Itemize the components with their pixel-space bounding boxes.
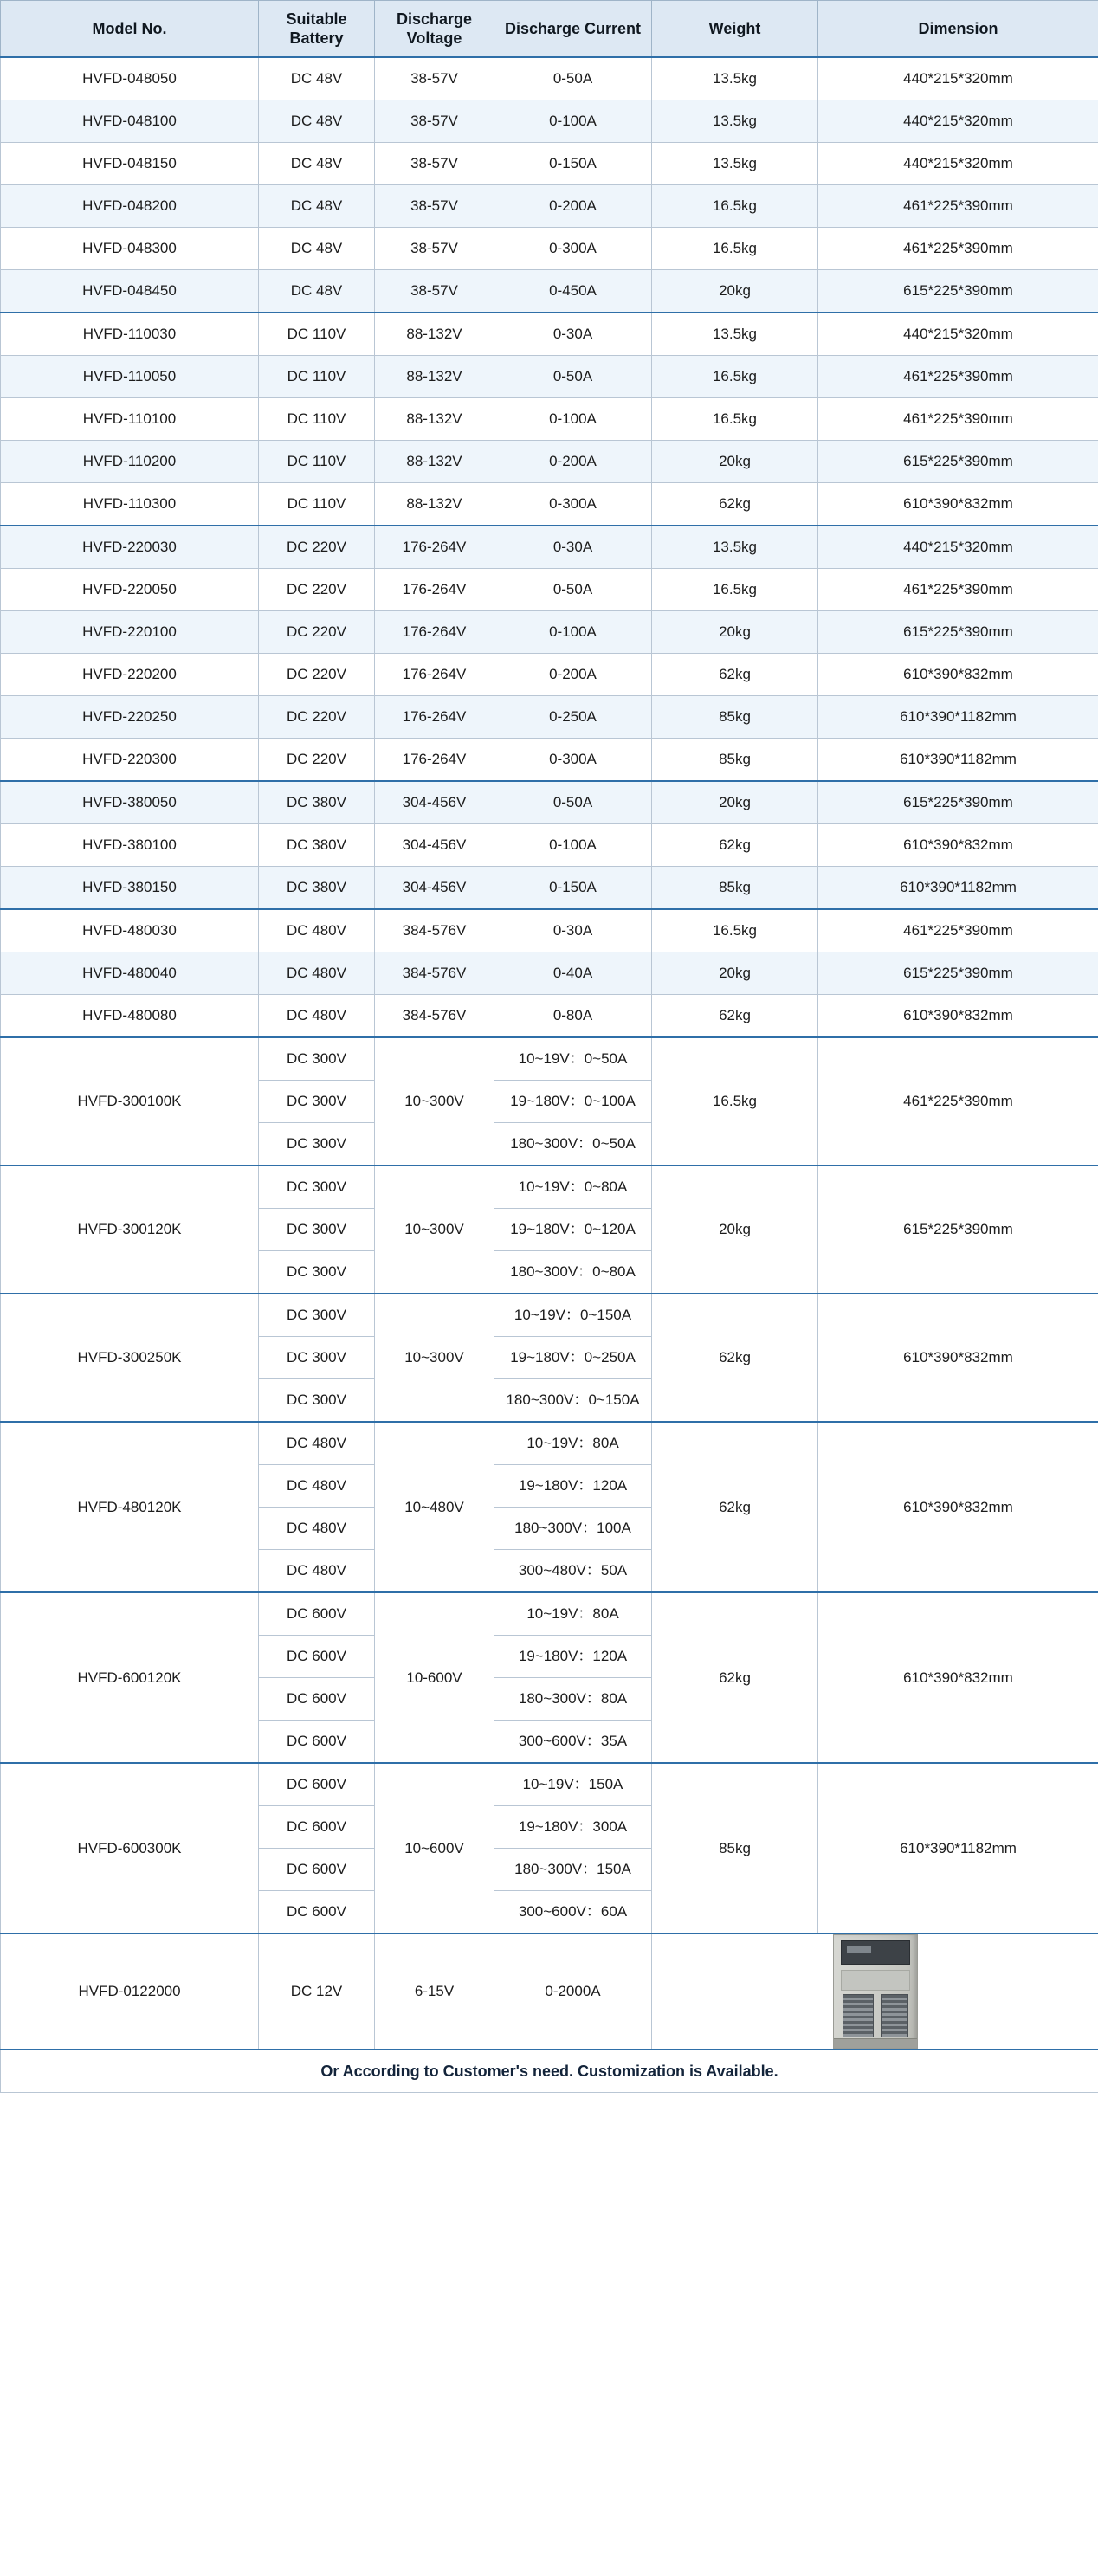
column-header-current: Discharge Current <box>494 1 652 58</box>
cell-model: HVFD-220300 <box>1 739 259 782</box>
cell-model: HVFD-480030 <box>1 909 259 952</box>
cell-dimension: 440*215*320mm <box>818 100 1098 143</box>
cell-battery: DC 600V <box>259 1891 375 1934</box>
table-row <box>1 824 1098 867</box>
cell-current: 0-300A <box>494 228 652 270</box>
cell-battery: DC 600V <box>259 1849 375 1891</box>
table-body <box>1 57 1098 2093</box>
cell-dimension: 615*225*390mm <box>818 1165 1098 1294</box>
cell-model: HVFD-220200 <box>1 654 259 696</box>
cell-voltage: 176-264V <box>375 739 494 782</box>
cell-current: 0-30A <box>494 909 652 952</box>
cell-current: 180~300V：0~80A <box>494 1251 652 1294</box>
cell-dimension: 461*225*390mm <box>818 228 1098 270</box>
cell-weight: 16.5kg <box>652 185 818 228</box>
cell-current: 0-100A <box>494 611 652 654</box>
cell-current: 0-40A <box>494 952 652 995</box>
cell-dimension: 461*225*390mm <box>818 398 1098 441</box>
footer-note: Or According to Customer's need. Customization is Available. <box>1 2050 1098 2093</box>
cell-weight: 13.5kg <box>652 143 818 185</box>
table-row <box>1 1294 1098 1337</box>
table-row <box>1 696 1098 739</box>
cell-model: HVFD-220250 <box>1 696 259 739</box>
cell-voltage: 176-264V <box>375 526 494 569</box>
cell-weight: 62kg <box>652 1592 818 1763</box>
cell-current: 10~19V：80A <box>494 1422 652 1465</box>
table-row <box>1 569 1098 611</box>
cell-model: HVFD-110300 <box>1 483 259 526</box>
cell-current: 19~180V：0~100A <box>494 1081 652 1123</box>
cell-current: 0-100A <box>494 398 652 441</box>
cell-voltage: 88-132V <box>375 313 494 356</box>
cell-battery: DC 220V <box>259 739 375 782</box>
cell-battery: DC 380V <box>259 781 375 824</box>
cell-battery: DC 300V <box>259 1209 375 1251</box>
cell-current: 0-100A <box>494 100 652 143</box>
cell-battery: DC 300V <box>259 1037 375 1081</box>
cell-dimension: 610*390*1182mm <box>818 696 1098 739</box>
cell-model: HVFD-380150 <box>1 867 259 910</box>
cell-model: HVFD-480080 <box>1 995 259 1038</box>
cell-current: 180~300V：0~50A <box>494 1123 652 1166</box>
cell-dimension: 610*390*832mm <box>818 1294 1098 1422</box>
cell-weight: 62kg <box>652 654 818 696</box>
cell-battery: DC 48V <box>259 57 375 100</box>
discharge-tester-cabinet-icon <box>833 1934 918 2049</box>
cell-voltage: 6-15V <box>375 1934 494 2050</box>
cell-dimension: 615*225*390mm <box>818 441 1098 483</box>
vent-grille-left <box>843 1994 874 2037</box>
cell-current: 10~19V：0~150A <box>494 1294 652 1337</box>
cell-battery: DC 600V <box>259 1636 375 1678</box>
cell-voltage: 384-576V <box>375 952 494 995</box>
cabinet-base <box>834 2038 917 2048</box>
cell-voltage: 10~300V <box>375 1037 494 1165</box>
cell-weight: 62kg <box>652 483 818 526</box>
cell-dimension: 440*215*320mm <box>818 143 1098 185</box>
cell-weight: 85kg <box>652 867 818 910</box>
cell-model: HVFD-600120K <box>1 1592 259 1763</box>
control-panel <box>841 1940 910 1965</box>
cell-current: 10~19V：150A <box>494 1763 652 1806</box>
table-row <box>1 1763 1098 1806</box>
cell-voltage: 384-576V <box>375 909 494 952</box>
cell-battery: DC 300V <box>259 1294 375 1337</box>
table-row <box>1 526 1098 569</box>
cell-weight: 85kg <box>652 696 818 739</box>
cell-dimension: 610*390*832mm <box>818 1422 1098 1592</box>
cell-weight: 16.5kg <box>652 569 818 611</box>
cell-current: 180~300V：100A <box>494 1508 652 1550</box>
cell-model: HVFD-300100K <box>1 1037 259 1165</box>
cell-current: 0-150A <box>494 143 652 185</box>
table-row <box>1 867 1098 910</box>
cell-weight: 85kg <box>652 739 818 782</box>
cell-battery: DC 480V <box>259 909 375 952</box>
cell-model: HVFD-480040 <box>1 952 259 995</box>
cell-model: HVFD-048200 <box>1 185 259 228</box>
cell-dimension: 610*390*832mm <box>818 654 1098 696</box>
table-row-product <box>1 1934 1098 2050</box>
cell-voltage: 88-132V <box>375 483 494 526</box>
cell-voltage: 10~300V <box>375 1294 494 1422</box>
cell-battery: DC 380V <box>259 867 375 910</box>
cell-voltage: 176-264V <box>375 654 494 696</box>
cell-current: 0-450A <box>494 270 652 313</box>
cell-voltage: 176-264V <box>375 696 494 739</box>
cell-battery: DC 600V <box>259 1806 375 1849</box>
table-row <box>1 654 1098 696</box>
cell-battery: DC 480V <box>259 1465 375 1508</box>
table-row <box>1 611 1098 654</box>
cell-model: HVFD-220030 <box>1 526 259 569</box>
table-row <box>1 1165 1098 1209</box>
cell-weight: 20kg <box>652 952 818 995</box>
cell-battery: DC 300V <box>259 1081 375 1123</box>
cell-model: HVFD-110050 <box>1 356 259 398</box>
cell-current: 0-300A <box>494 739 652 782</box>
table-row <box>1 909 1098 952</box>
cell-current: 10~19V：0~80A <box>494 1165 652 1209</box>
cell-battery: DC 48V <box>259 185 375 228</box>
cell-dimension: 615*225*390mm <box>818 952 1098 995</box>
cell-weight: 16.5kg <box>652 909 818 952</box>
cell-current: 19~180V：120A <box>494 1636 652 1678</box>
table-row <box>1 185 1098 228</box>
cell-current: 0-50A <box>494 356 652 398</box>
cell-weight: 62kg <box>652 1294 818 1422</box>
cell-weight: 16.5kg <box>652 228 818 270</box>
cell-weight: 20kg <box>652 611 818 654</box>
table-row <box>1 781 1098 824</box>
cell-voltage: 38-57V <box>375 270 494 313</box>
cell-weight: 13.5kg <box>652 526 818 569</box>
cell-current: 0-50A <box>494 569 652 611</box>
cell-weight: 13.5kg <box>652 100 818 143</box>
cell-battery: DC 480V <box>259 1550 375 1593</box>
cell-model: HVFD-480120K <box>1 1422 259 1592</box>
table-row <box>1 228 1098 270</box>
cell-voltage: 88-132V <box>375 356 494 398</box>
cell-voltage: 88-132V <box>375 441 494 483</box>
cell-battery: DC 110V <box>259 398 375 441</box>
cell-current: 0-50A <box>494 57 652 100</box>
table-row <box>1 270 1098 313</box>
cell-current: 300~600V：60A <box>494 1891 652 1934</box>
cell-weight: 20kg <box>652 441 818 483</box>
cell-battery: DC 300V <box>259 1165 375 1209</box>
cell-current: 180~300V：80A <box>494 1678 652 1721</box>
cell-model: HVFD-048450 <box>1 270 259 313</box>
cell-current: 0-250A <box>494 696 652 739</box>
table-row <box>1 313 1098 356</box>
cell-weight: 16.5kg <box>652 356 818 398</box>
cell-current: 0-100A <box>494 824 652 867</box>
cell-current: 10~19V：0~50A <box>494 1037 652 1081</box>
cell-battery: DC 480V <box>259 995 375 1038</box>
cell-weight: 20kg <box>652 270 818 313</box>
cell-weight: 20kg <box>652 781 818 824</box>
cell-current: 0-80A <box>494 995 652 1038</box>
cell-current: 0-200A <box>494 654 652 696</box>
cell-weight: 20kg <box>652 1165 818 1294</box>
cell-battery: DC 220V <box>259 696 375 739</box>
cell-battery: DC 110V <box>259 441 375 483</box>
cell-battery: DC 48V <box>259 270 375 313</box>
column-header-dimension: Dimension <box>818 1 1098 58</box>
cell-current: 19~180V：0~250A <box>494 1337 652 1379</box>
cell-current: 0-150A <box>494 867 652 910</box>
cell-dimension: 615*225*390mm <box>818 270 1098 313</box>
cell-battery: DC 480V <box>259 1422 375 1465</box>
cell-model: HVFD-110030 <box>1 313 259 356</box>
table-row <box>1 143 1098 185</box>
cell-battery: DC 48V <box>259 228 375 270</box>
cell-battery: DC 220V <box>259 526 375 569</box>
cell-dimension: 440*215*320mm <box>818 57 1098 100</box>
table-header <box>1 1 1098 58</box>
cell-dimension: 610*390*1182mm <box>818 1763 1098 1934</box>
cell-current: 180~300V：150A <box>494 1849 652 1891</box>
cell-battery: DC 600V <box>259 1763 375 1806</box>
cell-voltage: 10~480V <box>375 1422 494 1592</box>
cell-model: HVFD-048150 <box>1 143 259 185</box>
column-header-weight: Weight <box>652 1 818 58</box>
cell-model: HVFD-048050 <box>1 57 259 100</box>
cell-voltage: 176-264V <box>375 611 494 654</box>
cell-battery: DC 600V <box>259 1592 375 1636</box>
cell-weight: 16.5kg <box>652 1037 818 1165</box>
cell-voltage: 38-57V <box>375 143 494 185</box>
cell-battery: DC 220V <box>259 611 375 654</box>
cell-battery: DC 600V <box>259 1678 375 1721</box>
cell-battery: DC 300V <box>259 1379 375 1423</box>
cell-model: HVFD-220100 <box>1 611 259 654</box>
cell-current: 0-200A <box>494 441 652 483</box>
table-row <box>1 100 1098 143</box>
cell-dimension: 610*390*832mm <box>818 1592 1098 1763</box>
table-row <box>1 398 1098 441</box>
table-row <box>1 483 1098 526</box>
cell-battery: DC 300V <box>259 1337 375 1379</box>
cell-current: 10~19V：80A <box>494 1592 652 1636</box>
cell-weight: 85kg <box>652 1763 818 1934</box>
cell-voltage: 88-132V <box>375 398 494 441</box>
cell-current: 0-30A <box>494 526 652 569</box>
cell-current: 180~300V：0~150A <box>494 1379 652 1423</box>
cell-current: 0-50A <box>494 781 652 824</box>
cell-model: HVFD-110200 <box>1 441 259 483</box>
cell-battery: DC 300V <box>259 1123 375 1166</box>
cell-model: HVFD-300120K <box>1 1165 259 1294</box>
table-row <box>1 57 1098 100</box>
cell-current: 300~480V：50A <box>494 1550 652 1593</box>
cell-voltage: 38-57V <box>375 228 494 270</box>
cell-voltage: 304-456V <box>375 824 494 867</box>
vent-grille-right <box>881 1994 908 2037</box>
table-row <box>1 356 1098 398</box>
cell-weight: 16.5kg <box>652 398 818 441</box>
table-row <box>1 995 1098 1038</box>
cell-battery: DC 110V <box>259 356 375 398</box>
cell-dimension: 610*390*832mm <box>818 824 1098 867</box>
cell-voltage: 38-57V <box>375 57 494 100</box>
cell-battery: DC 48V <box>259 100 375 143</box>
cell-dimension: 610*390*1182mm <box>818 867 1098 910</box>
table-row <box>1 441 1098 483</box>
cell-weight: 13.5kg <box>652 313 818 356</box>
panel-strip <box>841 1970 910 1991</box>
table-row <box>1 952 1098 995</box>
cell-dimension: 461*225*390mm <box>818 185 1098 228</box>
cell-model: HVFD-300250K <box>1 1294 259 1422</box>
cell-current: 0-300A <box>494 483 652 526</box>
cell-voltage: 10~300V <box>375 1165 494 1294</box>
column-header-battery: Suitable Battery <box>259 1 375 58</box>
table-row <box>1 1037 1098 1081</box>
cell-weight: 62kg <box>652 824 818 867</box>
cell-battery: DC 220V <box>259 569 375 611</box>
cell-dimension: 461*225*390mm <box>818 356 1098 398</box>
cell-weight: 62kg <box>652 995 818 1038</box>
cell-dimension: 440*215*320mm <box>818 313 1098 356</box>
cell-voltage: 304-456V <box>375 781 494 824</box>
cell-weight: 13.5kg <box>652 57 818 100</box>
cell-model: HVFD-220050 <box>1 569 259 611</box>
cell-current: 19~180V：0~120A <box>494 1209 652 1251</box>
cell-current: 0-30A <box>494 313 652 356</box>
cell-model: HVFD-048300 <box>1 228 259 270</box>
cell-dimension: 610*390*1182mm <box>818 739 1098 782</box>
cell-battery: DC 380V <box>259 824 375 867</box>
cell-battery: DC 480V <box>259 1508 375 1550</box>
cell-battery: DC 480V <box>259 952 375 995</box>
product-image <box>652 1934 1098 2050</box>
cell-voltage: 176-264V <box>375 569 494 611</box>
cell-voltage: 10~600V <box>375 1763 494 1934</box>
cell-current: 19~180V：300A <box>494 1806 652 1849</box>
table-row <box>1 1422 1098 1465</box>
cell-voltage: 38-57V <box>375 185 494 228</box>
cell-voltage: 10-600V <box>375 1592 494 1763</box>
column-header-model: Model No. <box>1 1 259 58</box>
cell-battery: DC 12V <box>259 1934 375 2050</box>
cell-weight: 62kg <box>652 1422 818 1592</box>
cell-model: HVFD-600300K <box>1 1763 259 1934</box>
cell-model: HVFD-380100 <box>1 824 259 867</box>
cell-dimension: 461*225*390mm <box>818 569 1098 611</box>
cell-voltage: 384-576V <box>375 995 494 1038</box>
cell-battery: DC 110V <box>259 313 375 356</box>
cell-dimension: 615*225*390mm <box>818 611 1098 654</box>
cell-model: HVFD-380050 <box>1 781 259 824</box>
cell-battery: DC 48V <box>259 143 375 185</box>
table-row <box>1 739 1098 782</box>
cell-dimension: 610*390*832mm <box>818 995 1098 1038</box>
cell-battery: DC 220V <box>259 654 375 696</box>
cell-model: HVFD-110100 <box>1 398 259 441</box>
cell-current: 19~180V：120A <box>494 1465 652 1508</box>
header-row <box>1 1 1098 58</box>
cell-dimension: 615*225*390mm <box>818 781 1098 824</box>
column-header-voltage: Discharge Voltage <box>375 1 494 58</box>
cell-dimension: 461*225*390mm <box>818 909 1098 952</box>
cell-voltage: 304-456V <box>375 867 494 910</box>
cell-battery: DC 300V <box>259 1251 375 1294</box>
cell-dimension: 461*225*390mm <box>818 1037 1098 1165</box>
cell-battery: DC 110V <box>259 483 375 526</box>
cell-voltage: 38-57V <box>375 100 494 143</box>
table-row <box>1 1592 1098 1636</box>
cell-dimension: 610*390*832mm <box>818 483 1098 526</box>
cell-model: HVFD-0122000 <box>1 1934 259 2050</box>
cell-dimension: 440*215*320mm <box>818 526 1098 569</box>
cell-current: 0-2000A <box>494 1934 652 2050</box>
cell-current: 300~600V：35A <box>494 1721 652 1764</box>
footer-note-row <box>1 2050 1098 2093</box>
cell-current: 0-200A <box>494 185 652 228</box>
cell-battery: DC 600V <box>259 1721 375 1764</box>
cell-model: HVFD-048100 <box>1 100 259 143</box>
